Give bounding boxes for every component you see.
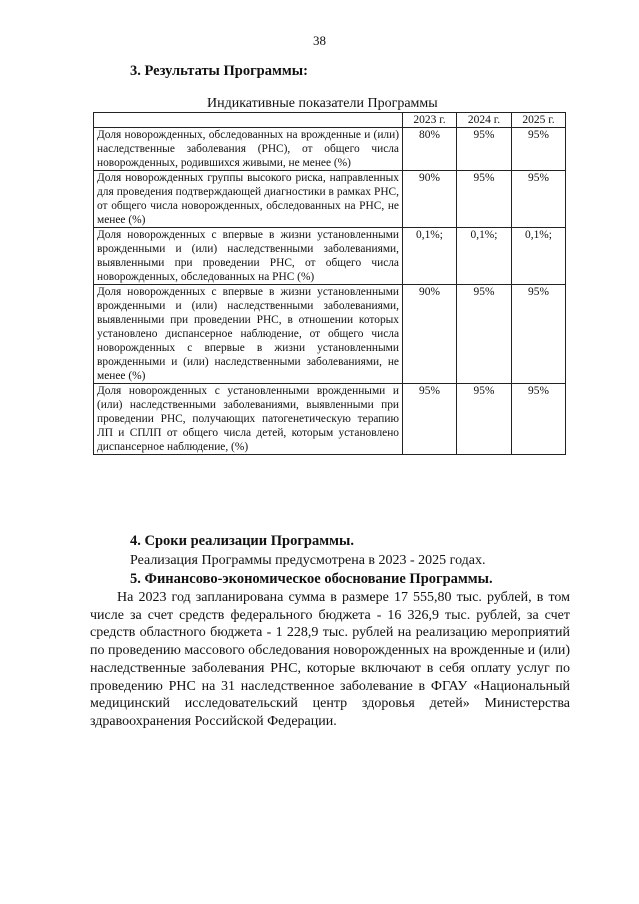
indicator-value-2025: 95%	[512, 285, 566, 384]
indicator-description: Доля новорожденных с впервые в жизни установленными врожденными и (или) наследственными заболеваниями, выявленными при проведении РНС, от общего числа новорожденных, обследованных на РНС (%)	[94, 228, 403, 285]
indicator-value-2025: 0,1%;	[512, 228, 566, 285]
indicator-value-2025: 95%	[512, 171, 566, 228]
indicators-table	[93, 112, 566, 455]
indicator-value-2023: 90%	[403, 171, 457, 228]
indicator-value-2024: 95%	[457, 384, 512, 455]
indicator-value-2024: 95%	[457, 171, 512, 228]
indicator-value-2025: 95%	[512, 128, 566, 171]
table-row	[94, 128, 566, 171]
table-row	[94, 384, 566, 455]
indicator-value-2024: 95%	[457, 128, 512, 171]
table-header-cell-2025: 2025 г.	[512, 113, 566, 128]
section-results-heading: 3. Результаты Программы:	[130, 63, 308, 79]
table-row	[94, 228, 566, 285]
indicator-description: Доля новорожденных с впервые в жизни установленными врожденными и (или) наследственными заболеваниями, выявленными при проведении РНС, в отношении которых установлено диспансерное наблюдение, от общего числа новорожденных с впервые в жизни установленными врожденными и (или) наследственными заболеваниями, не менее (%)	[94, 285, 403, 384]
indicator-value-2024: 95%	[457, 285, 512, 384]
indicator-value-2025: 95%	[512, 384, 566, 455]
table-header-cell-2023: 2023 г.	[403, 113, 457, 128]
section-terms-text: Реализация Программы предусмотрена в 2023 - 2025 годах.	[130, 553, 486, 568]
indicator-description: Доля новорожденных, обследованных на врожденные и (или) наследственные заболевания (РНС), от общего числа новорожденных, родившихся живыми, не менее (%)	[94, 128, 403, 171]
indicator-description: Доля новорожденных группы высокого риска, направленных для проведения подтверждающей диагностики в рамках РНС, от общего числа новорожденных, обследованных на РНС, не менее (%)	[94, 171, 403, 228]
table-row	[94, 285, 566, 384]
section-finance-heading: 5. Финансово-экономическое обоснование Программы.	[130, 571, 493, 587]
indicator-value-2023: 80%	[403, 128, 457, 171]
indicator-value-2023: 0,1%;	[403, 228, 457, 285]
indicator-description: Доля новорожденных с установленными врожденными и (или) наследственными заболеваниями, выявленными при проведении РНС, получающих патогенетическую терапию ЛП и СПЛП от общего числа детей, которым установлено диспансерное наблюдение, (%)	[94, 384, 403, 455]
table-header-cell-indicator	[94, 113, 403, 128]
indicator-value-2023: 95%	[403, 384, 457, 455]
section-finance-text: На 2023 год запланирована сумма в размере 17 555,80 тыс. рублей, в том числе за счет средств федерального бюджета - 16 326,9 тыс. рублей, за счет средств областного бюджета - 1 228,9 тыс. рублей на реализацию мероприятий по проведению массового обследования новорожденных на врожденные и (или) наследственные заболевания РНС, которые включают в себя оплату услуг по проведению РНС на 31 наследственное заболевание в ФГАУ «Национальный медицинский исследовательский центр здоровья детей» Министерства здравоохранения Российской Федерации.	[90, 590, 570, 729]
indicator-value-2023: 90%	[403, 285, 457, 384]
table-header-row	[94, 113, 566, 128]
section-terms-heading: 4. Сроки реализации Программы.	[130, 533, 354, 549]
table-row	[94, 171, 566, 228]
table-header-cell-2024: 2024 г.	[457, 113, 512, 128]
table-caption: Индикативные показатели Программы	[207, 96, 438, 111]
page-number: 38	[313, 33, 326, 48]
indicator-value-2024: 0,1%;	[457, 228, 512, 285]
